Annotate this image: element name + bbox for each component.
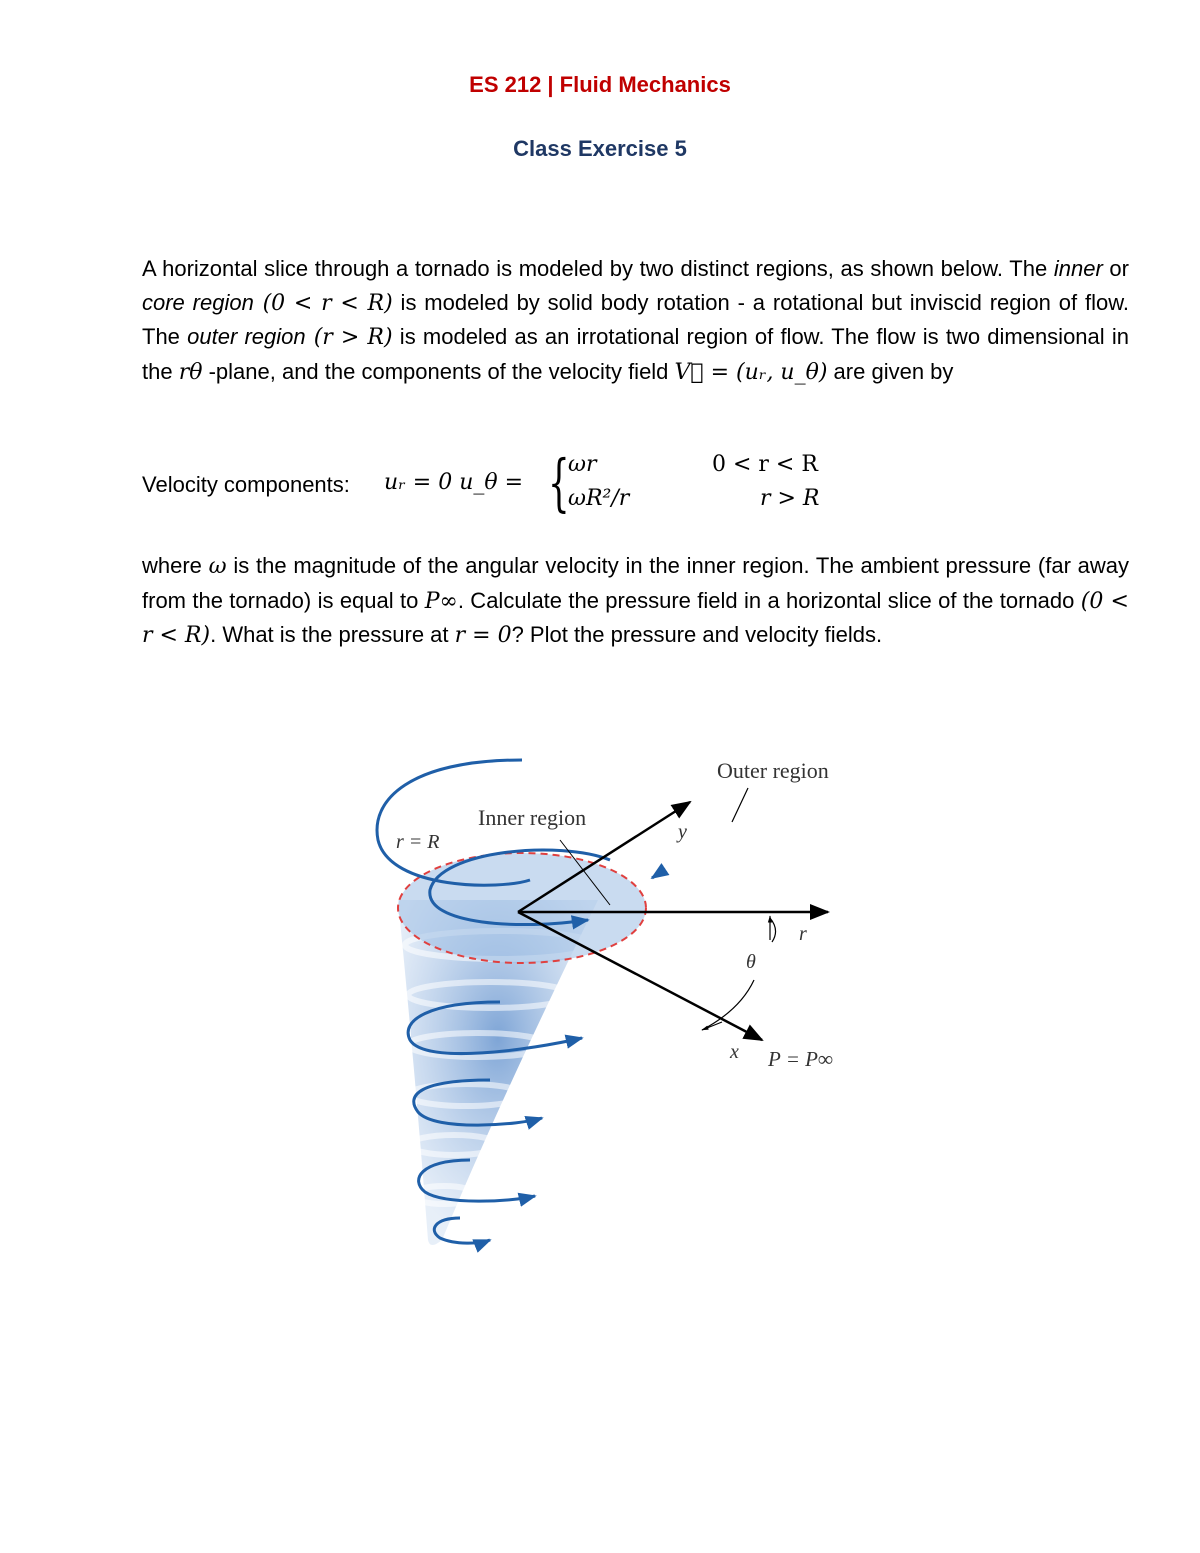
tornado-figure	[350, 740, 870, 1260]
theta-arc-tip-2	[702, 1022, 722, 1030]
velocity-components	[142, 446, 902, 522]
label-r-equals-R: r = R	[396, 831, 440, 853]
case-inner: ωr	[568, 452, 597, 477]
outer-region-leader	[732, 788, 748, 822]
inner-flow-arrow-2	[652, 876, 655, 878]
problem-paragraph-1: A horizontal slice through a tornado is modeled by two distinct regions, as shown below. The inner or core region (0 < r < R) is modeled by solid body rotation - a rotational but inviscid region of flow. The outer region (r > R) is modeled as an irrotational region of flow. The flow is two dimensional in the rθ -plane, and the components of the velocity field V⃗ = (uᵣ, u_θ) are given by	[142, 256, 1129, 385]
label-theta: θ	[746, 951, 756, 973]
course-title: ES 212 | Fluid Mechanics	[469, 72, 731, 97]
velocity-label: Velocity components:	[142, 472, 350, 497]
label-x-axis: x	[730, 1041, 739, 1063]
velocity-equation: uᵣ = 0 u_θ =	[384, 470, 524, 495]
problem-paragraph-2: where ω is the magnitude of the angular velocity in the inner region. The ambient pressure (far away from the tornado) is equal to P∞. Calculate the pressure field in a horizontal slice of the tornado (0 < r < R). What is the pressure at r = 0? Plot the pressure and velocity fields.	[142, 553, 1129, 648]
label-outer-region: Outer region	[717, 758, 829, 783]
piecewise-brace: {	[548, 446, 570, 519]
exercise-title: Class Exercise 5	[513, 136, 687, 161]
label-y-axis: y	[678, 821, 687, 843]
case-outer: ωR²/r	[568, 486, 630, 511]
condition-inner: 0 < r < R	[712, 452, 818, 477]
label-r-axis: r	[799, 923, 807, 945]
label-inner-region: Inner region	[478, 805, 587, 830]
label-pressure-ambient: P = P∞	[768, 1047, 833, 1071]
condition-outer: r > R	[760, 486, 820, 511]
